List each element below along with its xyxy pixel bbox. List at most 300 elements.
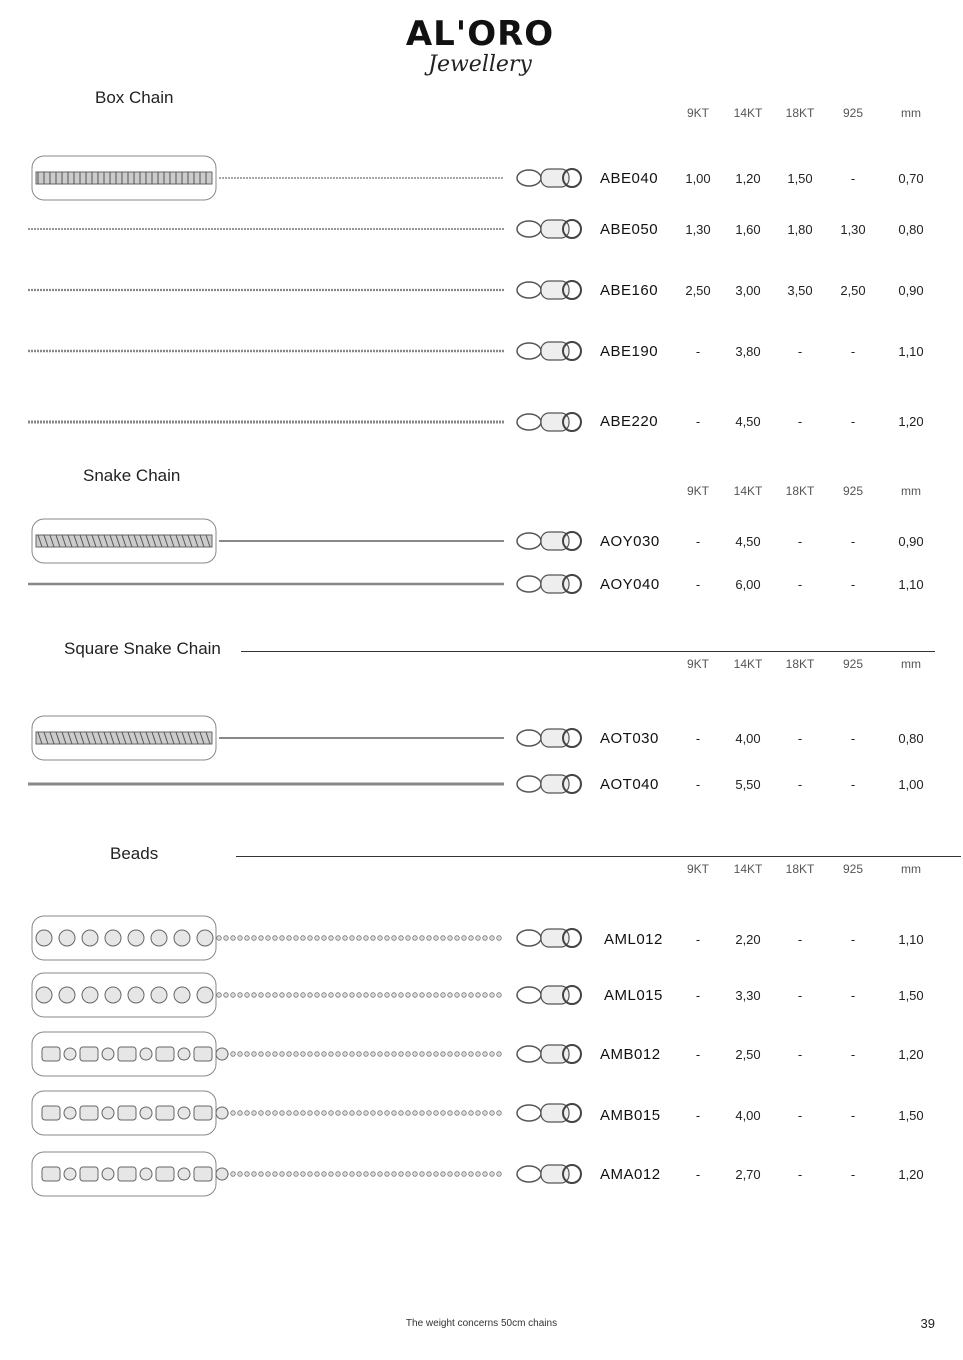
weight-value: - xyxy=(695,1047,701,1062)
chain-bead xyxy=(329,1111,334,1116)
chain-bead xyxy=(462,993,467,998)
column-header: mm xyxy=(901,484,921,498)
chain-bead xyxy=(287,936,292,941)
chain-bead xyxy=(448,1172,453,1177)
chain-bead xyxy=(315,1052,320,1057)
chain-bead xyxy=(245,993,250,998)
chain-bead xyxy=(455,1172,460,1177)
chain-bead xyxy=(343,993,348,998)
clasp-ring xyxy=(517,730,541,746)
product-code: AML015 xyxy=(604,987,663,1004)
chain-bead xyxy=(308,936,313,941)
weight-value: - xyxy=(695,1167,701,1182)
clasp-ring xyxy=(517,221,541,237)
chain-bead xyxy=(371,1052,376,1057)
chain-bead xyxy=(280,1172,285,1177)
chain-bead xyxy=(36,930,52,946)
weight-value: 1,00 xyxy=(685,171,711,186)
chain-bead xyxy=(294,993,299,998)
chain-bead xyxy=(441,1052,446,1057)
weight-value: - xyxy=(850,344,856,359)
chain-bead xyxy=(266,1052,271,1057)
chain-bead xyxy=(399,1172,404,1177)
chain-bead xyxy=(315,993,320,998)
chain-bead xyxy=(329,993,334,998)
chain-bead xyxy=(469,1111,474,1116)
chain-bead xyxy=(483,936,488,941)
product-code: AMA012 xyxy=(600,1166,661,1183)
chain-bead xyxy=(245,1172,250,1177)
column-header: 9KT xyxy=(686,657,709,671)
chain-bead xyxy=(455,936,460,941)
weight-value: - xyxy=(797,777,803,792)
chain-bead xyxy=(413,936,418,941)
weight-value: - xyxy=(797,1167,803,1182)
chain-bead xyxy=(128,987,144,1003)
chain-bead xyxy=(231,1111,236,1116)
chain-bead xyxy=(273,1052,278,1057)
weight-value: 1,10 xyxy=(898,577,924,592)
chain-bead xyxy=(490,936,495,941)
chain-bead xyxy=(280,1052,285,1057)
chain-bead xyxy=(102,1168,114,1180)
chain-bead xyxy=(336,1052,341,1057)
chain-bar xyxy=(156,1047,174,1061)
chain-bead xyxy=(294,1111,299,1116)
chain-bead xyxy=(385,1111,390,1116)
chain-bead xyxy=(266,1111,271,1116)
chain-bead xyxy=(441,1172,446,1177)
chain-bead xyxy=(336,993,341,998)
clasp-ring xyxy=(517,533,541,549)
chain-bead xyxy=(128,930,144,946)
chain-bead xyxy=(364,1052,369,1057)
chain-bead xyxy=(36,987,52,1003)
chain-bead xyxy=(343,936,348,941)
chain-bead xyxy=(497,1111,502,1116)
weight-value: - xyxy=(695,932,701,947)
chain-bead xyxy=(462,1111,467,1116)
column-header: 18KT xyxy=(785,657,815,671)
chain-bead xyxy=(427,1052,432,1057)
chain-bead xyxy=(406,1111,411,1116)
chain-bead xyxy=(462,1052,467,1057)
clasp-ring xyxy=(517,776,541,792)
chain-bead xyxy=(245,1111,250,1116)
chain-bead xyxy=(64,1048,76,1060)
weight-value: 1,50 xyxy=(898,988,924,1003)
chain-bead xyxy=(252,1052,257,1057)
chain-bead xyxy=(371,993,376,998)
section-title-box-chain: Box Chain xyxy=(95,88,174,107)
chain-bead xyxy=(392,1111,397,1116)
chain-bead xyxy=(301,1172,306,1177)
chain-bead xyxy=(483,993,488,998)
weight-value: 1,20 xyxy=(735,171,761,186)
chain-bead xyxy=(469,1052,474,1057)
weight-value: 1,10 xyxy=(898,932,924,947)
chain-bead xyxy=(371,1172,376,1177)
chain-bead xyxy=(238,936,243,941)
chain-bead xyxy=(322,936,327,941)
chain-bead xyxy=(336,936,341,941)
weight-value: - xyxy=(797,1108,803,1123)
chain-bead xyxy=(151,987,167,1003)
chain-bead xyxy=(82,987,98,1003)
chain-bead xyxy=(231,936,236,941)
chain-bead xyxy=(427,993,432,998)
chain-bead xyxy=(357,1052,362,1057)
chain-bead xyxy=(469,1172,474,1177)
chain-bead xyxy=(105,987,121,1003)
chain-bead xyxy=(490,993,495,998)
chain-bead xyxy=(245,1052,250,1057)
chain-bead xyxy=(217,936,222,941)
clasp-ring xyxy=(517,414,541,430)
chain-bead xyxy=(336,1111,341,1116)
chain-bead xyxy=(322,993,327,998)
weight-value: - xyxy=(850,1108,856,1123)
weight-value: 2,70 xyxy=(735,1167,761,1182)
chain-bead xyxy=(252,1111,257,1116)
chain-bead xyxy=(455,993,460,998)
chain-bead xyxy=(59,930,75,946)
chain-bead xyxy=(392,1172,397,1177)
clasp-ring xyxy=(517,1166,541,1182)
product-code: ABE040 xyxy=(600,170,659,187)
chain-bead xyxy=(140,1107,152,1119)
weight-value: - xyxy=(695,731,701,746)
chain-bead xyxy=(231,1172,236,1177)
product-code: AML012 xyxy=(604,931,663,948)
weight-value: - xyxy=(850,577,856,592)
chain-bead xyxy=(273,1111,278,1116)
chain-bead xyxy=(434,993,439,998)
column-header: mm xyxy=(901,862,921,876)
column-header: 18KT xyxy=(785,484,815,498)
chain-bar xyxy=(80,1047,98,1061)
column-header: 9KT xyxy=(686,484,709,498)
weight-value: 1,20 xyxy=(898,1047,924,1062)
chain-bead xyxy=(420,1052,425,1057)
chain-bead xyxy=(224,936,229,941)
chain-bar xyxy=(42,1106,60,1120)
page-number: 39 xyxy=(920,1316,935,1331)
chain-bead xyxy=(287,1052,292,1057)
weight-value: - xyxy=(850,1047,856,1062)
clasp-ring xyxy=(517,343,541,359)
chain-bar xyxy=(80,1167,98,1181)
chain-bar xyxy=(194,1106,212,1120)
chain-bead xyxy=(266,1172,271,1177)
weight-value: 2,50 xyxy=(685,283,711,298)
weight-value: - xyxy=(850,731,856,746)
weight-value: 4,00 xyxy=(735,1108,761,1123)
weight-value: 1,30 xyxy=(840,222,866,237)
chain-bead xyxy=(287,993,292,998)
weight-value: 1,50 xyxy=(898,1108,924,1123)
weight-value: 4,00 xyxy=(735,731,761,746)
chain-bead xyxy=(364,993,369,998)
clasp-ring xyxy=(517,1105,541,1121)
chain-bead xyxy=(483,1172,488,1177)
chain-bead xyxy=(238,1111,243,1116)
weight-value: 1,10 xyxy=(898,344,924,359)
chain-bead xyxy=(476,993,481,998)
product-code: ABE160 xyxy=(600,282,659,299)
product-code: ABE190 xyxy=(600,343,659,360)
chain-bead xyxy=(399,936,404,941)
chain-bead xyxy=(174,930,190,946)
chain-bead xyxy=(280,936,285,941)
chain-bead xyxy=(378,936,383,941)
chain-bead xyxy=(197,987,213,1003)
chain-bead xyxy=(434,1052,439,1057)
chain-bead xyxy=(178,1168,190,1180)
chain-bead xyxy=(315,936,320,941)
chain-illustrations xyxy=(24,0,594,1200)
chain-bead xyxy=(280,993,285,998)
chain-bead xyxy=(413,993,418,998)
chain-bead xyxy=(441,936,446,941)
weight-value: 2,50 xyxy=(840,283,866,298)
chain-bead xyxy=(462,1172,467,1177)
weight-value: - xyxy=(695,534,701,549)
chain-bead xyxy=(140,1048,152,1060)
chain-bead xyxy=(378,1111,383,1116)
chain-bead xyxy=(287,1111,292,1116)
weight-value: 0,90 xyxy=(898,283,924,298)
chain-bead xyxy=(448,936,453,941)
chain-bead xyxy=(378,993,383,998)
chain-bead xyxy=(301,1111,306,1116)
chain-bead xyxy=(427,936,432,941)
weight-value: 1,80 xyxy=(787,222,813,237)
chain-bead xyxy=(178,1048,190,1060)
chain-bead xyxy=(476,1172,481,1177)
product-code: AOY040 xyxy=(600,576,660,593)
chain-bead xyxy=(399,993,404,998)
chain-bead xyxy=(259,1111,264,1116)
chain-bead xyxy=(336,1172,341,1177)
chain-bar xyxy=(118,1106,136,1120)
weight-value: 0,80 xyxy=(898,222,924,237)
chain-bead xyxy=(378,1172,383,1177)
weight-value: - xyxy=(850,414,856,429)
chain-bead xyxy=(476,936,481,941)
chain-bead xyxy=(448,993,453,998)
chain-bead xyxy=(497,993,502,998)
weight-value: 1,50 xyxy=(787,171,813,186)
section-title-beads: Beads xyxy=(110,844,159,863)
chain-bar xyxy=(80,1106,98,1120)
chain-bead xyxy=(406,993,411,998)
clasp-ring xyxy=(517,170,541,186)
chain-bead xyxy=(427,1172,432,1177)
chain-bar xyxy=(194,1047,212,1061)
chain-bead xyxy=(329,1052,334,1057)
chain-bead xyxy=(280,1111,285,1116)
product-code: ABE050 xyxy=(600,221,659,238)
weight-value: 3,50 xyxy=(787,283,813,298)
chain-bead xyxy=(64,1107,76,1119)
chain-bead xyxy=(308,1111,313,1116)
chain-bead xyxy=(469,936,474,941)
chain-bead xyxy=(497,1052,502,1057)
chain-bead xyxy=(392,1052,397,1057)
chain-bead xyxy=(385,1052,390,1057)
clasp-ring xyxy=(517,930,541,946)
weight-value: 1,60 xyxy=(735,222,761,237)
chain-bead xyxy=(476,1111,481,1116)
weight-value: 0,90 xyxy=(898,534,924,549)
chain-bead xyxy=(497,936,502,941)
chain-bead xyxy=(224,993,229,998)
chain-bead xyxy=(259,993,264,998)
chain-bead xyxy=(357,993,362,998)
weight-value: 1,30 xyxy=(685,222,711,237)
chain-bead xyxy=(434,1172,439,1177)
weight-value: - xyxy=(850,988,856,1003)
clasp-ring xyxy=(517,987,541,1003)
weight-value: - xyxy=(797,414,803,429)
chain-bead xyxy=(259,1052,264,1057)
column-header: 925 xyxy=(842,106,864,120)
chain-bar xyxy=(156,1167,174,1181)
chain-bead xyxy=(82,930,98,946)
chain-bead xyxy=(357,936,362,941)
weight-value: 5,50 xyxy=(735,777,761,792)
chain-bead xyxy=(462,936,467,941)
weight-value: - xyxy=(850,777,856,792)
chain-bead xyxy=(455,1111,460,1116)
chain-bead xyxy=(322,1111,327,1116)
chain-bead xyxy=(231,1052,236,1057)
weight-value: - xyxy=(850,1167,856,1182)
footer-note: The weight concerns 50cm chains xyxy=(405,1318,558,1329)
chain-bead xyxy=(216,1107,228,1119)
chain-bead xyxy=(427,1111,432,1116)
chain-bead xyxy=(476,1052,481,1057)
weight-value: - xyxy=(797,988,803,1003)
chain-bead xyxy=(441,993,446,998)
product-code: ABE220 xyxy=(600,413,659,430)
chain-bead xyxy=(406,1052,411,1057)
weight-value: 1,20 xyxy=(898,1167,924,1182)
chain-bead xyxy=(238,1172,243,1177)
chain-bead xyxy=(420,993,425,998)
column-header: 18KT xyxy=(785,106,815,120)
weight-value: - xyxy=(797,577,803,592)
column-header: 9KT xyxy=(686,106,709,120)
chain-bar xyxy=(118,1167,136,1181)
chain-bead xyxy=(441,1111,446,1116)
chain-bead xyxy=(308,993,313,998)
column-header: mm xyxy=(901,106,921,120)
weight-value: 4,50 xyxy=(735,414,761,429)
chain-bead xyxy=(140,1168,152,1180)
chain-bead xyxy=(406,1172,411,1177)
chain-bead xyxy=(364,1172,369,1177)
chain-bead xyxy=(151,930,167,946)
column-header: 14KT xyxy=(733,862,763,876)
chain-bead xyxy=(266,936,271,941)
weight-value: - xyxy=(695,1108,701,1123)
chain-bead xyxy=(420,1172,425,1177)
chain-bead xyxy=(259,1172,264,1177)
weight-value: 1,00 xyxy=(898,777,924,792)
column-header: 9KT xyxy=(686,862,709,876)
chain-bead xyxy=(483,1052,488,1057)
chain-bead xyxy=(273,993,278,998)
chain-bead xyxy=(174,987,190,1003)
chain-bead xyxy=(238,993,243,998)
weight-value: 3,80 xyxy=(735,344,761,359)
chain-bead xyxy=(434,1111,439,1116)
chain-bead xyxy=(413,1111,418,1116)
chain-bead xyxy=(490,1172,495,1177)
weight-value: - xyxy=(850,932,856,947)
weight-value: - xyxy=(695,988,701,1003)
chain-bead xyxy=(322,1172,327,1177)
chain-bead xyxy=(231,993,236,998)
product-code: AMB012 xyxy=(600,1046,661,1063)
chain-bead xyxy=(490,1052,495,1057)
clasp-ring xyxy=(517,282,541,298)
column-header: 14KT xyxy=(733,106,763,120)
chain-bead xyxy=(238,1052,243,1057)
chain-bead xyxy=(350,1172,355,1177)
chain-bead xyxy=(59,987,75,1003)
section-title-snake-chain: Snake Chain xyxy=(83,466,181,485)
chain-bead xyxy=(245,936,250,941)
chain-bar xyxy=(194,1167,212,1181)
clasp-ring xyxy=(517,1046,541,1062)
chain-bead xyxy=(102,1107,114,1119)
chain-bead xyxy=(350,1052,355,1057)
column-header: 14KT xyxy=(733,484,763,498)
chain-bead xyxy=(455,1052,460,1057)
column-header: 18KT xyxy=(785,862,815,876)
weight-value: - xyxy=(850,534,856,549)
chain-bead xyxy=(399,1111,404,1116)
chain-bead xyxy=(266,993,271,998)
chain-bead xyxy=(216,1048,228,1060)
weight-value: 0,70 xyxy=(898,171,924,186)
chain-bead xyxy=(301,936,306,941)
chain-bead xyxy=(308,1172,313,1177)
chain-bead xyxy=(343,1111,348,1116)
clasp-ring xyxy=(517,576,541,592)
chain-bead xyxy=(216,1168,228,1180)
weight-value: 2,20 xyxy=(735,932,761,947)
chain-bead xyxy=(434,936,439,941)
weight-value: - xyxy=(695,344,701,359)
chain-bead xyxy=(315,1172,320,1177)
weight-value: 3,00 xyxy=(735,283,761,298)
weight-value: - xyxy=(695,414,701,429)
weight-value: 4,50 xyxy=(735,534,761,549)
chain-bead xyxy=(364,936,369,941)
chain-bead xyxy=(350,936,355,941)
chain-bead xyxy=(294,936,299,941)
chain-bead xyxy=(252,993,257,998)
chain-bead xyxy=(64,1168,76,1180)
chain-bead xyxy=(385,1172,390,1177)
chain-bead xyxy=(252,936,257,941)
chain-bead xyxy=(385,993,390,998)
chain-bead xyxy=(483,1111,488,1116)
